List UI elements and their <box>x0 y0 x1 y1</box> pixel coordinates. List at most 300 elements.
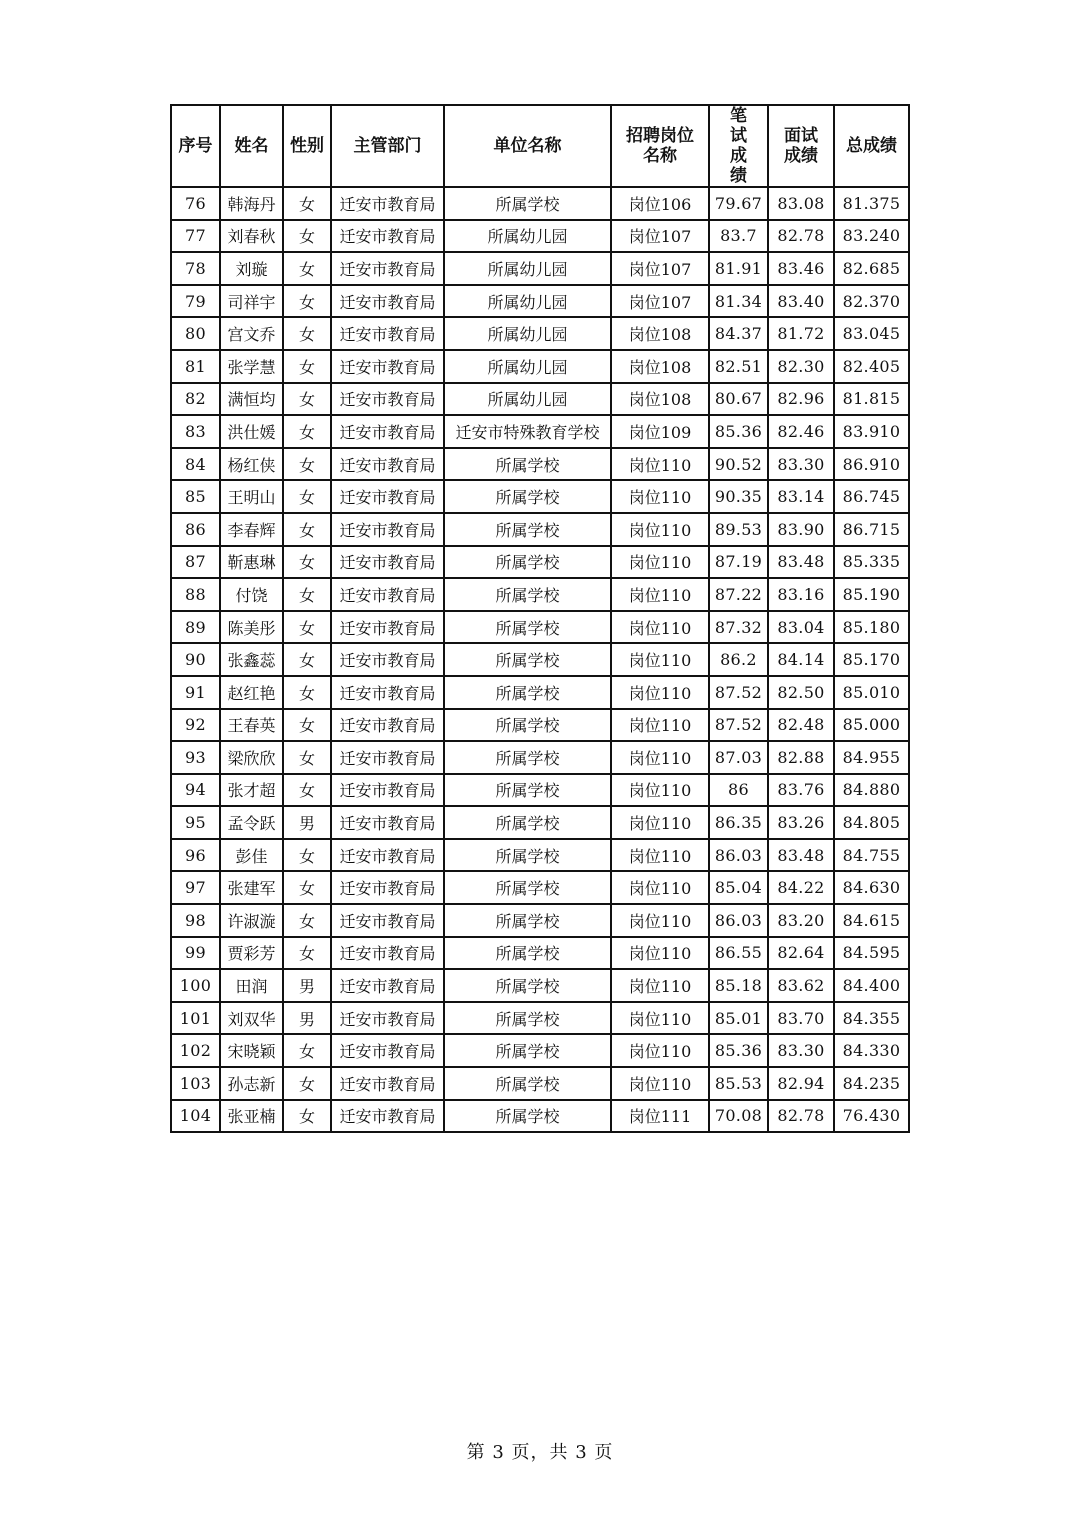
cell-position: 岗位110 <box>611 611 709 644</box>
cell-name: 张学慧 <box>220 350 283 383</box>
cell-total: 84.805 <box>834 806 909 839</box>
cell-position: 岗位111 <box>611 1100 709 1133</box>
cell-department: 迁安市教育局 <box>331 709 444 742</box>
cell-gender: 女 <box>283 1100 331 1133</box>
scores-table <box>170 104 910 1133</box>
cell-interview: 83.40 <box>768 285 834 318</box>
cell-position: 岗位110 <box>611 839 709 872</box>
header-row <box>171 105 909 187</box>
cell-position: 岗位110 <box>611 937 709 970</box>
table-row <box>171 415 909 448</box>
cell-total: 84.330 <box>834 1034 909 1067</box>
cell-seq: 81 <box>171 350 220 383</box>
cell-gender: 女 <box>283 285 331 318</box>
cell-unit: 所属学校 <box>444 839 611 872</box>
cell-unit: 所属学校 <box>444 578 611 611</box>
cell-written: 90.35 <box>709 480 768 513</box>
cell-total: 83.240 <box>834 220 909 253</box>
cell-gender: 女 <box>283 480 331 513</box>
cell-gender: 女 <box>283 317 331 350</box>
cell-interview: 83.48 <box>768 839 834 872</box>
cell-unit: 所属学校 <box>444 448 611 481</box>
cell-total: 84.595 <box>834 937 909 970</box>
cell-gender: 女 <box>283 741 331 774</box>
cell-unit: 迁安市特殊教育学校 <box>444 415 611 448</box>
cell-interview: 83.26 <box>768 806 834 839</box>
cell-name: 梁欣欣 <box>220 741 283 774</box>
header-interview: 面试成绩 <box>768 105 834 187</box>
cell-department: 迁安市教育局 <box>331 383 444 416</box>
cell-written: 87.19 <box>709 546 768 579</box>
cell-position: 岗位110 <box>611 709 709 742</box>
cell-unit: 所属幼儿园 <box>444 285 611 318</box>
cell-department: 迁安市教育局 <box>331 643 444 676</box>
cell-total: 86.715 <box>834 513 909 546</box>
cell-unit: 所属学校 <box>444 741 611 774</box>
cell-total: 82.370 <box>834 285 909 318</box>
cell-interview: 82.50 <box>768 676 834 709</box>
cell-unit: 所属学校 <box>444 1067 611 1100</box>
cell-written: 80.67 <box>709 383 768 416</box>
cell-position: 岗位110 <box>611 774 709 807</box>
cell-unit: 所属幼儿园 <box>444 220 611 253</box>
table-row <box>171 187 909 220</box>
cell-position: 岗位110 <box>611 741 709 774</box>
cell-seq: 92 <box>171 709 220 742</box>
cell-seq: 80 <box>171 317 220 350</box>
cell-unit: 所属学校 <box>444 480 611 513</box>
cell-written: 87.32 <box>709 611 768 644</box>
cell-unit: 所属学校 <box>444 969 611 1002</box>
header-seq: 序号 <box>171 105 220 187</box>
cell-total: 81.815 <box>834 383 909 416</box>
cell-interview: 83.14 <box>768 480 834 513</box>
table-row <box>171 448 909 481</box>
cell-position: 岗位110 <box>611 871 709 904</box>
cell-written: 82.51 <box>709 350 768 383</box>
cell-position: 岗位110 <box>611 1067 709 1100</box>
header-name: 姓名 <box>220 105 283 187</box>
cell-total: 84.400 <box>834 969 909 1002</box>
cell-position: 岗位109 <box>611 415 709 448</box>
cell-name: 王明山 <box>220 480 283 513</box>
cell-total: 85.010 <box>834 676 909 709</box>
cell-total: 84.880 <box>834 774 909 807</box>
cell-department: 迁安市教育局 <box>331 969 444 1002</box>
cell-gender: 女 <box>283 709 331 742</box>
table-row <box>171 904 909 937</box>
cell-department: 迁安市教育局 <box>331 904 444 937</box>
cell-seq: 83 <box>171 415 220 448</box>
cell-written: 81.34 <box>709 285 768 318</box>
cell-department: 迁安市教育局 <box>331 937 444 970</box>
table-body <box>171 187 909 1132</box>
table-header <box>171 105 909 187</box>
cell-written: 85.36 <box>709 1034 768 1067</box>
cell-name: 付饶 <box>220 578 283 611</box>
cell-written: 83.7 <box>709 220 768 253</box>
cell-written: 90.52 <box>709 448 768 481</box>
cell-unit: 所属学校 <box>444 1100 611 1133</box>
cell-position: 岗位107 <box>611 252 709 285</box>
cell-interview: 84.14 <box>768 643 834 676</box>
cell-written: 86.35 <box>709 806 768 839</box>
cell-seq: 87 <box>171 546 220 579</box>
header-total: 总成绩 <box>834 105 909 187</box>
cell-total: 84.615 <box>834 904 909 937</box>
cell-department: 迁安市教育局 <box>331 741 444 774</box>
cell-interview: 83.62 <box>768 969 834 1002</box>
cell-name: 张鑫蕊 <box>220 643 283 676</box>
cell-unit: 所属学校 <box>444 774 611 807</box>
table-row <box>171 383 909 416</box>
cell-position: 岗位110 <box>611 578 709 611</box>
cell-gender: 女 <box>283 774 331 807</box>
cell-seq: 99 <box>171 937 220 970</box>
cell-interview: 83.30 <box>768 1034 834 1067</box>
cell-written: 86.2 <box>709 643 768 676</box>
cell-name: 王春英 <box>220 709 283 742</box>
cell-name: 司祥宇 <box>220 285 283 318</box>
cell-seq: 94 <box>171 774 220 807</box>
cell-seq: 103 <box>171 1067 220 1100</box>
cell-unit: 所属学校 <box>444 676 611 709</box>
cell-interview: 82.88 <box>768 741 834 774</box>
table-row <box>171 252 909 285</box>
table-row <box>171 709 909 742</box>
cell-position: 岗位110 <box>611 513 709 546</box>
cell-position: 岗位108 <box>611 317 709 350</box>
cell-name: 孙志新 <box>220 1067 283 1100</box>
cell-seq: 98 <box>171 904 220 937</box>
cell-seq: 84 <box>171 448 220 481</box>
cell-department: 迁安市教育局 <box>331 1100 444 1133</box>
table-row <box>171 741 909 774</box>
cell-unit: 所属学校 <box>444 643 611 676</box>
header-written: 笔试成绩 <box>709 105 768 187</box>
cell-written: 87.52 <box>709 676 768 709</box>
cell-seq: 93 <box>171 741 220 774</box>
cell-seq: 82 <box>171 383 220 416</box>
cell-total: 76.430 <box>834 1100 909 1133</box>
cell-department: 迁安市教育局 <box>331 839 444 872</box>
cell-unit: 所属学校 <box>444 806 611 839</box>
cell-unit: 所属学校 <box>444 611 611 644</box>
table-row <box>171 937 909 970</box>
cell-interview: 83.20 <box>768 904 834 937</box>
cell-department: 迁安市教育局 <box>331 578 444 611</box>
cell-gender: 女 <box>283 839 331 872</box>
table-row <box>171 220 909 253</box>
cell-interview: 82.78 <box>768 1100 834 1133</box>
cell-gender: 女 <box>283 448 331 481</box>
cell-position: 岗位107 <box>611 285 709 318</box>
table-row <box>171 611 909 644</box>
cell-written: 81.91 <box>709 252 768 285</box>
cell-gender: 女 <box>283 904 331 937</box>
cell-unit: 所属学校 <box>444 187 611 220</box>
cell-position: 岗位110 <box>611 1034 709 1067</box>
cell-name: 满恒均 <box>220 383 283 416</box>
cell-unit: 所属学校 <box>444 937 611 970</box>
cell-seq: 104 <box>171 1100 220 1133</box>
cell-seq: 96 <box>171 839 220 872</box>
cell-gender: 女 <box>283 350 331 383</box>
cell-interview: 82.46 <box>768 415 834 448</box>
cell-gender: 女 <box>283 611 331 644</box>
cell-written: 85.04 <box>709 871 768 904</box>
table-row <box>171 839 909 872</box>
cell-position: 岗位110 <box>611 546 709 579</box>
cell-name: 赵红艳 <box>220 676 283 709</box>
cell-department: 迁安市教育局 <box>331 187 444 220</box>
cell-position: 岗位110 <box>611 806 709 839</box>
cell-department: 迁安市教育局 <box>331 1067 444 1100</box>
header-gender: 性别 <box>283 105 331 187</box>
header-department: 主管部门 <box>331 105 444 187</box>
cell-unit: 所属学校 <box>444 513 611 546</box>
cell-department: 迁安市教育局 <box>331 350 444 383</box>
cell-seq: 77 <box>171 220 220 253</box>
cell-gender: 女 <box>283 937 331 970</box>
cell-department: 迁安市教育局 <box>331 285 444 318</box>
cell-written: 70.08 <box>709 1100 768 1133</box>
cell-interview: 82.94 <box>768 1067 834 1100</box>
cell-name: 宫文乔 <box>220 317 283 350</box>
cell-department: 迁安市教育局 <box>331 774 444 807</box>
cell-interview: 82.30 <box>768 350 834 383</box>
cell-written: 87.52 <box>709 709 768 742</box>
cell-name: 李春辉 <box>220 513 283 546</box>
cell-name: 彭佳 <box>220 839 283 872</box>
cell-total: 85.190 <box>834 578 909 611</box>
page-footer: 第 3 页，共 3 页 <box>466 1442 614 1463</box>
cell-seq: 97 <box>171 871 220 904</box>
cell-written: 87.03 <box>709 741 768 774</box>
table-row <box>171 513 909 546</box>
cell-department: 迁安市教育局 <box>331 317 444 350</box>
cell-position: 岗位108 <box>611 350 709 383</box>
cell-interview: 82.78 <box>768 220 834 253</box>
table-row <box>171 643 909 676</box>
cell-gender: 女 <box>283 578 331 611</box>
cell-department: 迁安市教育局 <box>331 220 444 253</box>
header-position: 招聘岗位名称 <box>611 105 709 187</box>
cell-name: 杨红侠 <box>220 448 283 481</box>
cell-interview: 83.04 <box>768 611 834 644</box>
cell-interview: 83.76 <box>768 774 834 807</box>
cell-seq: 86 <box>171 513 220 546</box>
table-row <box>171 480 909 513</box>
cell-name: 刘双华 <box>220 1002 283 1035</box>
cell-interview: 81.72 <box>768 317 834 350</box>
cell-department: 迁安市教育局 <box>331 871 444 904</box>
table-row <box>171 1002 909 1035</box>
cell-written: 85.01 <box>709 1002 768 1035</box>
cell-written: 85.36 <box>709 415 768 448</box>
cell-unit: 所属幼儿园 <box>444 317 611 350</box>
table-row <box>171 676 909 709</box>
cell-name: 张亚楠 <box>220 1100 283 1133</box>
cell-written: 85.18 <box>709 969 768 1002</box>
cell-department: 迁安市教育局 <box>331 1002 444 1035</box>
cell-seq: 102 <box>171 1034 220 1067</box>
cell-position: 岗位110 <box>611 676 709 709</box>
cell-total: 84.755 <box>834 839 909 872</box>
cell-interview: 83.46 <box>768 252 834 285</box>
cell-unit: 所属幼儿园 <box>444 252 611 285</box>
cell-name: 张才超 <box>220 774 283 807</box>
cell-department: 迁安市教育局 <box>331 611 444 644</box>
cell-written: 87.22 <box>709 578 768 611</box>
cell-total: 85.170 <box>834 643 909 676</box>
cell-position: 岗位110 <box>611 643 709 676</box>
cell-gender: 女 <box>283 1034 331 1067</box>
cell-written: 86.03 <box>709 839 768 872</box>
cell-gender: 女 <box>283 513 331 546</box>
cell-gender: 女 <box>283 871 331 904</box>
cell-name: 靳惠琳 <box>220 546 283 579</box>
cell-name: 刘璇 <box>220 252 283 285</box>
cell-seq: 78 <box>171 252 220 285</box>
cell-position: 岗位110 <box>611 448 709 481</box>
cell-total: 86.910 <box>834 448 909 481</box>
cell-total: 84.235 <box>834 1067 909 1100</box>
cell-interview: 83.30 <box>768 448 834 481</box>
cell-unit: 所属学校 <box>444 904 611 937</box>
cell-total: 81.375 <box>834 187 909 220</box>
cell-department: 迁安市教育局 <box>331 546 444 579</box>
cell-written: 86.55 <box>709 937 768 970</box>
cell-total: 83.910 <box>834 415 909 448</box>
cell-interview: 83.90 <box>768 513 834 546</box>
cell-name: 孟令跃 <box>220 806 283 839</box>
cell-seq: 95 <box>171 806 220 839</box>
table-row <box>171 1034 909 1067</box>
cell-unit: 所属幼儿园 <box>444 383 611 416</box>
cell-gender: 男 <box>283 1002 331 1035</box>
cell-unit: 所属学校 <box>444 546 611 579</box>
cell-gender: 女 <box>283 643 331 676</box>
cell-seq: 101 <box>171 1002 220 1035</box>
cell-interview: 83.70 <box>768 1002 834 1035</box>
cell-total: 85.335 <box>834 546 909 579</box>
cell-gender: 女 <box>283 220 331 253</box>
cell-total: 84.355 <box>834 1002 909 1035</box>
cell-interview: 82.64 <box>768 937 834 970</box>
table-row <box>171 1100 909 1133</box>
cell-seq: 91 <box>171 676 220 709</box>
cell-department: 迁安市教育局 <box>331 513 444 546</box>
cell-department: 迁安市教育局 <box>331 480 444 513</box>
table-row <box>171 578 909 611</box>
cell-name: 许淑漩 <box>220 904 283 937</box>
cell-name: 洪仕媛 <box>220 415 283 448</box>
table-row <box>171 285 909 318</box>
cell-written: 86 <box>709 774 768 807</box>
cell-position: 岗位110 <box>611 480 709 513</box>
header-unit: 单位名称 <box>444 105 611 187</box>
cell-written: 84.37 <box>709 317 768 350</box>
cell-seq: 90 <box>171 643 220 676</box>
cell-interview: 83.48 <box>768 546 834 579</box>
cell-seq: 89 <box>171 611 220 644</box>
cell-unit: 所属学校 <box>444 1002 611 1035</box>
cell-gender: 女 <box>283 546 331 579</box>
cell-interview: 82.48 <box>768 709 834 742</box>
cell-total: 83.045 <box>834 317 909 350</box>
cell-gender: 女 <box>283 676 331 709</box>
cell-gender: 女 <box>283 383 331 416</box>
cell-gender: 女 <box>283 415 331 448</box>
table-row <box>171 1067 909 1100</box>
cell-unit: 所属幼儿园 <box>444 350 611 383</box>
cell-written: 89.53 <box>709 513 768 546</box>
cell-name: 陈美彤 <box>220 611 283 644</box>
cell-unit: 所属学校 <box>444 871 611 904</box>
cell-interview: 82.96 <box>768 383 834 416</box>
cell-department: 迁安市教育局 <box>331 415 444 448</box>
cell-seq: 76 <box>171 187 220 220</box>
cell-written: 85.53 <box>709 1067 768 1100</box>
cell-name: 韩海丹 <box>220 187 283 220</box>
cell-total: 86.745 <box>834 480 909 513</box>
cell-gender: 女 <box>283 252 331 285</box>
cell-seq: 88 <box>171 578 220 611</box>
cell-position: 岗位107 <box>611 220 709 253</box>
cell-department: 迁安市教育局 <box>331 676 444 709</box>
cell-seq: 100 <box>171 969 220 1002</box>
cell-interview: 83.08 <box>768 187 834 220</box>
cell-name: 张建军 <box>220 871 283 904</box>
cell-interview: 83.16 <box>768 578 834 611</box>
cell-unit: 所属学校 <box>444 709 611 742</box>
table-row <box>171 871 909 904</box>
cell-total: 84.955 <box>834 741 909 774</box>
cell-total: 84.630 <box>834 871 909 904</box>
cell-total: 82.405 <box>834 350 909 383</box>
cell-total: 82.685 <box>834 252 909 285</box>
table-row <box>171 546 909 579</box>
table-row <box>171 317 909 350</box>
cell-department: 迁安市教育局 <box>331 1034 444 1067</box>
table-row <box>171 806 909 839</box>
cell-total: 85.000 <box>834 709 909 742</box>
cell-gender: 男 <box>283 806 331 839</box>
cell-position: 岗位106 <box>611 187 709 220</box>
cell-name: 宋晓颖 <box>220 1034 283 1067</box>
cell-seq: 85 <box>171 480 220 513</box>
cell-department: 迁安市教育局 <box>331 806 444 839</box>
cell-written: 79.67 <box>709 187 768 220</box>
cell-position: 岗位108 <box>611 383 709 416</box>
cell-position: 岗位110 <box>611 904 709 937</box>
cell-gender: 男 <box>283 969 331 1002</box>
cell-position: 岗位110 <box>611 1002 709 1035</box>
table-row <box>171 350 909 383</box>
cell-gender: 女 <box>283 187 331 220</box>
cell-seq: 79 <box>171 285 220 318</box>
table-row <box>171 969 909 1002</box>
table-row <box>171 774 909 807</box>
cell-total: 85.180 <box>834 611 909 644</box>
cell-department: 迁安市教育局 <box>331 252 444 285</box>
cell-gender: 女 <box>283 1067 331 1100</box>
cell-written: 86.03 <box>709 904 768 937</box>
cell-unit: 所属学校 <box>444 1034 611 1067</box>
cell-name: 田润 <box>220 969 283 1002</box>
cell-name: 刘春秋 <box>220 220 283 253</box>
